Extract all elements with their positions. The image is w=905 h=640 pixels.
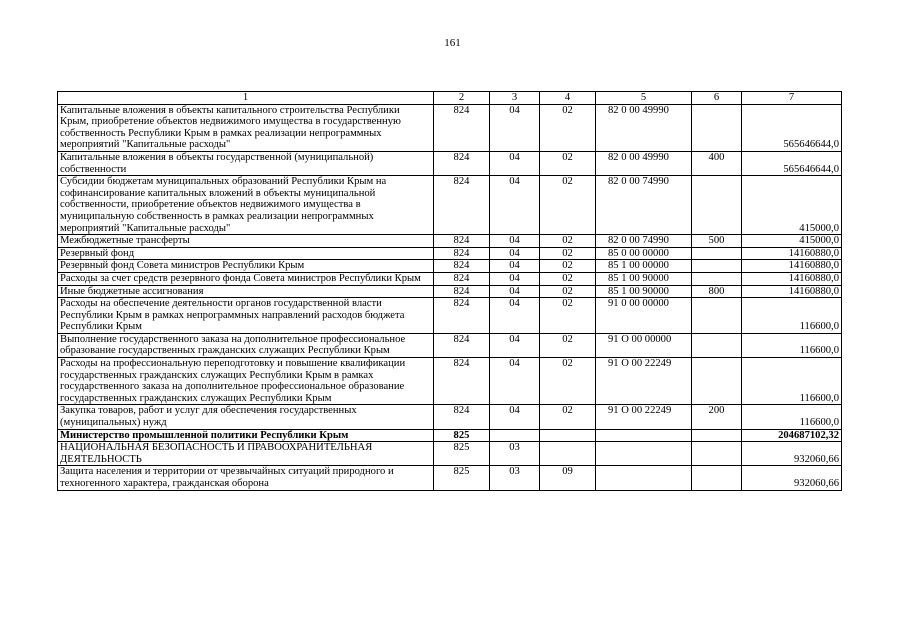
col-3-cell: 04 — [490, 151, 540, 175]
header-cell: 6 — [692, 92, 742, 105]
col-7-cell: 116600,0 — [742, 358, 842, 405]
header-cell: 2 — [434, 92, 490, 105]
table-row — [58, 442, 842, 466]
col-4-cell: 02 — [540, 285, 596, 298]
col-3-cell: 04 — [490, 104, 540, 151]
col-7-cell: 14160880,0 — [742, 247, 842, 260]
row-name-cell: НАЦИОНАЛЬНАЯ БЕЗОПАСНОСТЬ И ПРАВООХРАНИТЕЛЬНАЯ ДЕЯТЕЛЬНОСТЬ — [58, 442, 434, 466]
budget-table — [57, 91, 842, 491]
col-3-cell: 04 — [490, 333, 540, 357]
col-3-cell — [490, 429, 540, 442]
col-2-cell: 824 — [434, 247, 490, 260]
page-number: 161 — [444, 37, 461, 49]
col-2-cell: 825 — [434, 429, 490, 442]
row-name-cell: Субсидии бюджетам муниципальных образований Республики Крым на софинансирование капитальных вложений в объекты муниципальной собственности, приобретение объектов недвижимого имущества в муниципальную собственность в рамках реализации непрограммных мероприятий "Капитальные расходы" — [58, 176, 434, 235]
col-3-cell: 04 — [490, 285, 540, 298]
col-6-cell — [692, 429, 742, 442]
col-5-cell: 85 1 00 90000 — [596, 272, 692, 285]
table-row — [58, 405, 842, 429]
col-5-cell: 85 1 00 90000 — [596, 285, 692, 298]
col-2-cell: 824 — [434, 405, 490, 429]
col-4-cell: 09 — [540, 466, 596, 490]
table-row — [58, 104, 842, 151]
col-4-cell: 02 — [540, 358, 596, 405]
row-name-cell: Расходы за счет средств резервного фонда Совета министров Республики Крым — [58, 272, 434, 285]
header-cell: 3 — [490, 92, 540, 105]
col-7-cell: 116600,0 — [742, 298, 842, 334]
col-4-cell: 02 — [540, 298, 596, 334]
row-name-cell: Выполнение государственного заказа на дополнительное профессиональное образование государственных гражданских служащих Республики Крым — [58, 333, 434, 357]
col-5-cell: 91 О 00 22249 — [596, 358, 692, 405]
row-name-cell: Расходы на профессиональную переподготовку и повышение квалификации государственных гражданских служащих Республики Крым в рамках государственного заказа на дополнительное профессиональное образование государственных гражданских служащих Республики Крым — [58, 358, 434, 405]
col-4-cell: 02 — [540, 104, 596, 151]
col-7-cell: 116600,0 — [742, 333, 842, 357]
col-6-cell — [692, 247, 742, 260]
row-name-cell: Иные бюджетные ассигнования — [58, 285, 434, 298]
row-name-cell: Резервный фонд Совета министров Республики Крым — [58, 260, 434, 273]
col-4-cell — [540, 429, 596, 442]
col-3-cell: 04 — [490, 298, 540, 334]
col-5-cell: 82 0 00 74990 — [596, 176, 692, 235]
table-row — [58, 176, 842, 235]
col-3-cell: 03 — [490, 466, 540, 490]
table-row — [58, 358, 842, 405]
col-7-cell: 14160880,0 — [742, 260, 842, 273]
col-7-cell: 415000,0 — [742, 176, 842, 235]
col-5-cell: 85 0 00 00000 — [596, 247, 692, 260]
col-7-cell: 14160880,0 — [742, 272, 842, 285]
col-4-cell: 02 — [540, 247, 596, 260]
col-3-cell: 04 — [490, 260, 540, 273]
col-4-cell: 02 — [540, 260, 596, 273]
table-row — [58, 298, 842, 334]
col-5-cell: 82 0 00 74990 — [596, 235, 692, 248]
row-name-cell: Капитальные вложения в объекты государственной (муниципальной) собственности — [58, 151, 434, 175]
col-7-cell: 565646644,0 — [742, 104, 842, 151]
col-6-cell — [692, 272, 742, 285]
col-2-cell: 824 — [434, 176, 490, 235]
col-5-cell: 82 0 00 49990 — [596, 104, 692, 151]
col-5-cell: 85 1 00 00000 — [596, 260, 692, 273]
col-7-cell: 565646644,0 — [742, 151, 842, 175]
col-2-cell: 825 — [434, 466, 490, 490]
col-6-cell — [692, 104, 742, 151]
col-2-cell: 824 — [434, 285, 490, 298]
col-3-cell: 04 — [490, 405, 540, 429]
col-5-cell: 91 О 00 00000 — [596, 333, 692, 357]
row-name-cell: Резервный фонд — [58, 247, 434, 260]
table-row — [58, 333, 842, 357]
header-cell: 5 — [596, 92, 692, 105]
col-6-cell — [692, 176, 742, 235]
header-row — [58, 92, 842, 105]
col-5-cell — [596, 442, 692, 466]
col-6-cell: 800 — [692, 285, 742, 298]
table-row — [58, 285, 842, 298]
col-3-cell: 04 — [490, 235, 540, 248]
table-row — [58, 260, 842, 273]
col-4-cell: 02 — [540, 333, 596, 357]
col-5-cell: 91 О 00 22249 — [596, 405, 692, 429]
col-4-cell: 02 — [540, 272, 596, 285]
col-5-cell — [596, 466, 692, 490]
col-4-cell: 02 — [540, 235, 596, 248]
table-row — [58, 235, 842, 248]
row-name-cell: Межбюджетные трансферты — [58, 235, 434, 248]
header-cell: 7 — [742, 92, 842, 105]
col-2-cell: 824 — [434, 272, 490, 285]
col-3-cell: 04 — [490, 358, 540, 405]
col-4-cell — [540, 442, 596, 466]
col-2-cell: 824 — [434, 260, 490, 273]
col-6-cell: 200 — [692, 405, 742, 429]
col-6-cell: 500 — [692, 235, 742, 248]
table-row — [58, 272, 842, 285]
col-6-cell — [692, 466, 742, 490]
col-6-cell — [692, 298, 742, 334]
col-5-cell — [596, 429, 692, 442]
col-6-cell — [692, 260, 742, 273]
col-6-cell — [692, 358, 742, 405]
col-7-cell: 415000,0 — [742, 235, 842, 248]
table-row — [58, 151, 842, 175]
col-5-cell: 82 0 00 49990 — [596, 151, 692, 175]
row-name-cell: Министерство промышленной политики Республики Крым — [58, 429, 434, 442]
table-row — [58, 429, 842, 442]
col-6-cell: 400 — [692, 151, 742, 175]
col-7-cell: 14160880,0 — [742, 285, 842, 298]
col-7-cell: 204687102,32 — [742, 429, 842, 442]
col-4-cell: 02 — [540, 151, 596, 175]
col-3-cell: 04 — [490, 176, 540, 235]
col-2-cell: 824 — [434, 151, 490, 175]
col-6-cell — [692, 442, 742, 466]
col-6-cell — [692, 333, 742, 357]
col-2-cell: 825 — [434, 442, 490, 466]
col-2-cell: 824 — [434, 358, 490, 405]
row-name-cell: Защита населения и территории от чрезвычайных ситуаций природного и техногенного характера, гражданская оборона — [58, 466, 434, 490]
col-5-cell: 91 0 00 00000 — [596, 298, 692, 334]
col-4-cell: 02 — [540, 176, 596, 235]
table-row — [58, 466, 842, 490]
col-2-cell: 824 — [434, 333, 490, 357]
col-2-cell: 824 — [434, 298, 490, 334]
row-name-cell: Расходы на обеспечение деятельности органов государственной власти Республики Крым в рамках непрограммных направлений расходов бюджета Республики Крым — [58, 298, 434, 334]
header-cell: 1 — [58, 92, 434, 105]
col-3-cell: 04 — [490, 272, 540, 285]
col-3-cell: 03 — [490, 442, 540, 466]
table-row — [58, 247, 842, 260]
col-3-cell: 04 — [490, 247, 540, 260]
col-7-cell: 932060,66 — [742, 466, 842, 490]
header-cell: 4 — [540, 92, 596, 105]
col-4-cell: 02 — [540, 405, 596, 429]
col-7-cell: 932060,66 — [742, 442, 842, 466]
row-name-cell: Закупка товаров, работ и услуг для обеспечения государственных (муниципальных) нужд — [58, 405, 434, 429]
col-2-cell: 824 — [434, 104, 490, 151]
col-7-cell: 116600,0 — [742, 405, 842, 429]
col-2-cell: 824 — [434, 235, 490, 248]
row-name-cell: Капитальные вложения в объекты капитального строительства Республики Крым, приобретение объектов недвижимого имущества в государственную собственность Республики Крым в рамках реализации непрограммных мероприятий "Капитальные расходы" — [58, 104, 434, 151]
